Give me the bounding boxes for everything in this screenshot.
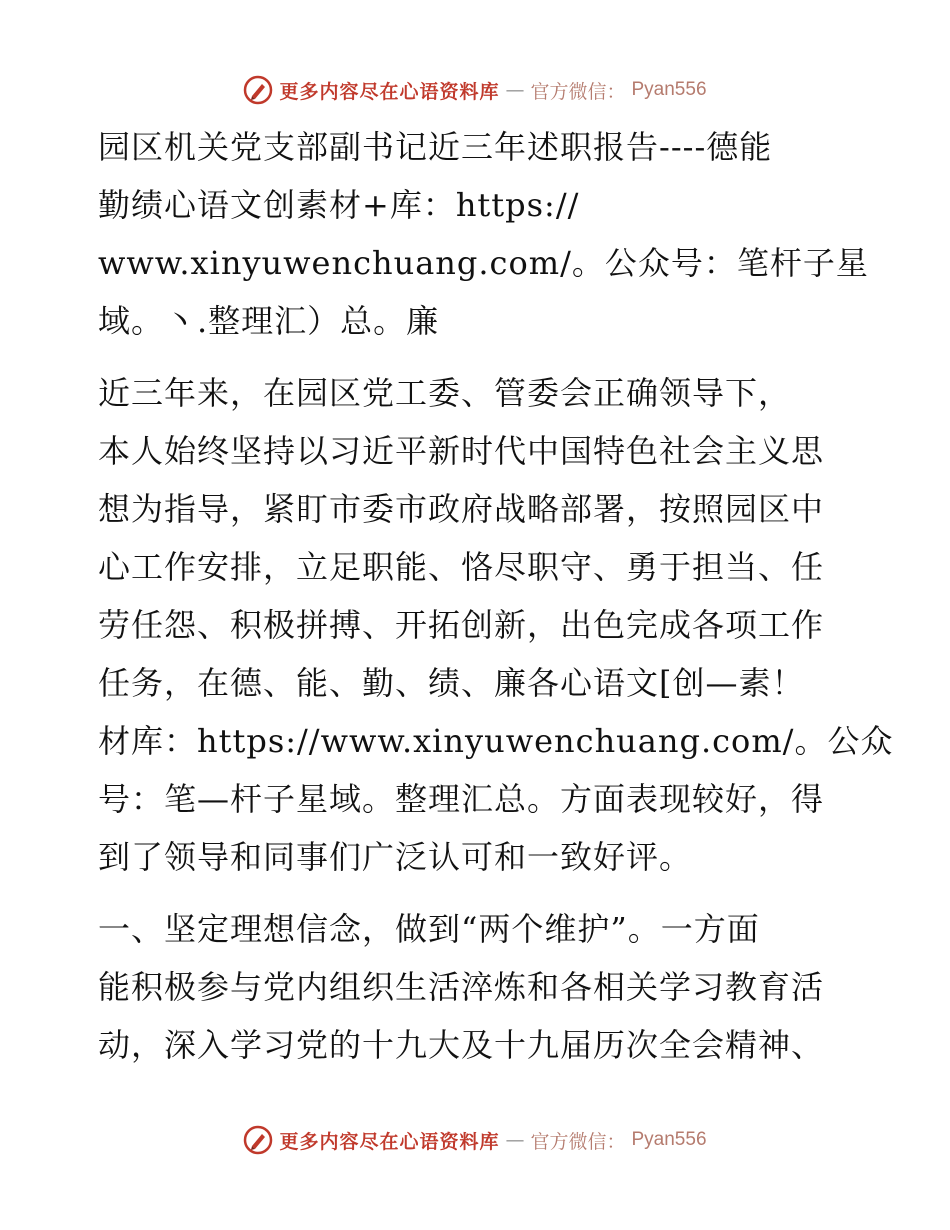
text-line: 域。丶.整理汇）总。廉 (98, 302, 440, 340)
header-banner (0, 70, 950, 110)
text-line: 号：笔—杆子星域。整理汇总。方面表现较好，得 (98, 780, 825, 818)
banner-official: 官方微信： (530, 1130, 626, 1153)
text-line: 材库：https://www.xinyuwenchuang.com/。公众 (98, 722, 894, 760)
pen-logo-icon (243, 1125, 273, 1155)
text-line: www.xinyuwenchuang.com/。公众号：笔杆子星 (98, 244, 869, 282)
paragraph-section-one (98, 900, 848, 1074)
banner-dash: — (505, 79, 525, 101)
banner-official: 官方微信： (530, 80, 626, 103)
footer-banner (0, 1120, 950, 1160)
text-line: 勤绩心语文创素材+库：https:// (98, 186, 580, 224)
text-line: 任务，在德、能、勤、绩、廉各心语文[创—素！ (98, 664, 805, 702)
banner-text: 更多内容尽在心语资料库 (279, 80, 500, 103)
banner-text: 更多内容尽在心语资料库 (279, 1130, 500, 1153)
text-line: 园区机关党支部副书记近三年述职报告----德能 (98, 128, 773, 166)
text-line: 到了领导和同事们广泛认可和一致好评。 (98, 838, 693, 876)
banner-dash: — (505, 1129, 525, 1151)
text-line: 近三年来，在园区党工委、管委会正确领导下， (98, 374, 792, 412)
text-line: 一、坚定理想信念，做到“两个维护”。一方面 (98, 910, 760, 948)
text-line: 想为指导，紧盯市委市政府战略部署，按照园区中 (98, 490, 825, 528)
text-line: 心工作安排，立足职能、恪尽职守、勇于担当、任 (98, 548, 825, 586)
text-line: 本人始终坚持以习近平新时代中国特色社会主义思 (98, 432, 825, 470)
banner-wechat-id: Pyan556 (631, 1129, 707, 1150)
text-line: 劳任怨、积极拼搏、开拓创新，出色完成各项工作 (98, 606, 825, 644)
pen-logo-icon (243, 75, 273, 105)
banner-wechat-id: Pyan556 (631, 79, 707, 100)
document-body (98, 118, 894, 1074)
text-line: 动，深入学习党的十九大及十九届历次全会精神、 (98, 1026, 825, 1064)
paragraph-title (98, 118, 869, 350)
paragraph-intro (98, 364, 894, 886)
text-line: 能积极参与党内组织生活淬炼和各相关学习教育活 (98, 968, 825, 1006)
